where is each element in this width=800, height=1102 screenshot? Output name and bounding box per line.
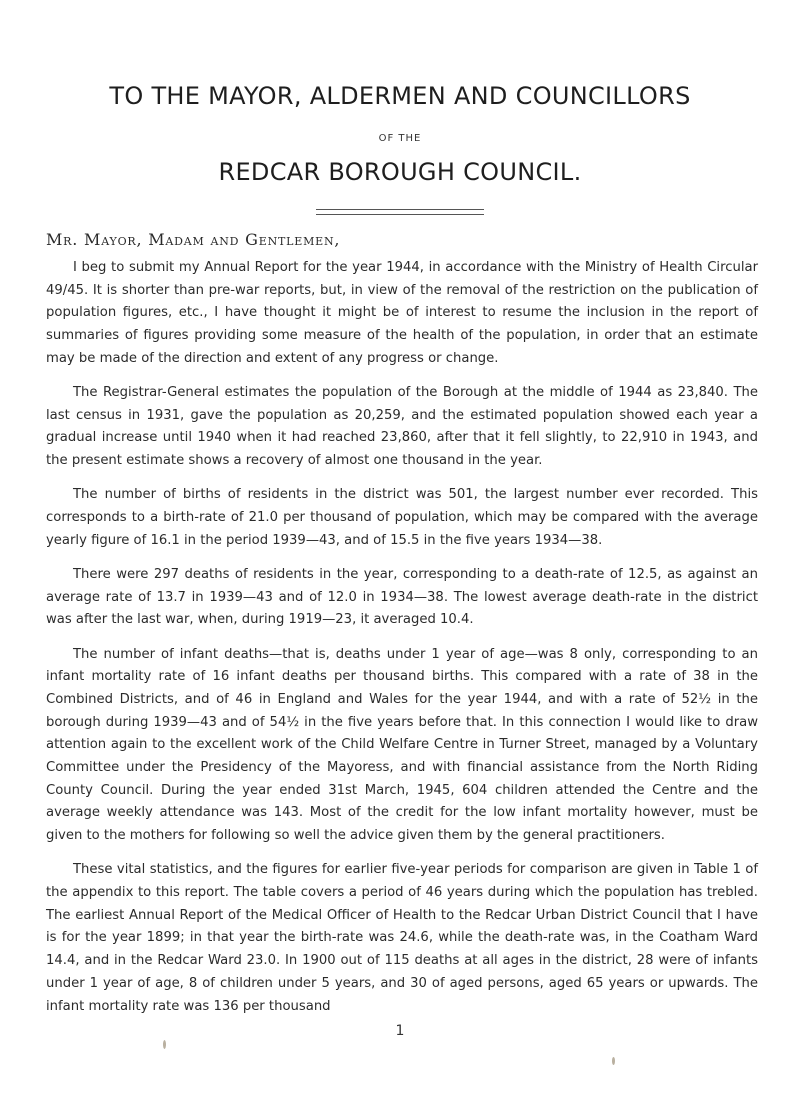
paragraph-4: There were 297 deaths of residents in the year, corresponding to a death-rate of 12.5, as against an average rate of 13.7 in 1939—43 and of 12.0 in 1934—38. The lowest average death-rate in the district was after the last war, when, during 1919—23, it averaged 10.4. (46, 566, 758, 628)
paragraph-2: The Registrar-General estimates the population of the Borough at the middle of 1944 as 23,840. The last census in 1931, gave the population as 20,259, and the estimated population showed each year a gradual increase until 1940 when it had reached 23,860, after that it fell slightly, to 22,910 in 1943, and the present estimate shows a recovery of almost one thousand in the year. (46, 385, 758, 469)
title-line-1: TO THE MAYOR, ALDERMEN AND COUNCILLORS (109, 82, 691, 110)
paragraph-6: These vital statistics, and the figures for earlier five-year periods for comparison are given in Table 1 of the appendix to this report. The table covers a period of 46 years during which the population has trebled. The earliest Annual Report of the Medical Officer of Health to the Redcar Urban District Council that I have is for the year 1899; in that year the birth-rate was 24.6, while the death-rate was, in the Coatham Ward 14.4, and in the Redcar Ward 23.0. In 1900 out of 115 deaths at all ages in the district, 28 were of infants under 1 year of age, 8 of children under 5 years, and 30 of aged persons, aged 65 years or upwards. The infant mortality rate was 136 per thousand (46, 862, 758, 1014)
title-line-3: REDCAR BOROUGH COUNCIL. (218, 158, 582, 186)
report-body (46, 257, 758, 1030)
title-divider (316, 209, 484, 215)
paragraph-3: The number of births of residents in the district was 501, the largest number ever recorded. This corresponds to a birth-rate of 21.0 per thousand of population, which may be compared with the average yearly figure of 16.1 in the period 1939—43, and of 15.5 in the five years 1934—38. (46, 487, 758, 548)
salutation: Mr. Mayor, Madam and Gentlemen, (46, 230, 341, 249)
title-line-2: OF THE (378, 133, 422, 144)
paper-speck (163, 1040, 166, 1049)
paper-speck (612, 1057, 615, 1065)
paragraph-5: The number of infant deaths—that is, deaths under 1 year of age—was 8 only, corresponding to an infant mortality rate of 16 infant deaths per thousand births. This compared with a rate of 38 in the Combined Districts, and of 46 in England and Wales for the year 1944, and with a rate of 52½ in the borough during 1939—43 and of 54½ in the five years before that. In this connection I would like to draw attention again to the excellent work of the Child Welfare Centre in Turner Street, managed by a Voluntary Committee under the Presidency of the Mayoress, and with financial assistance from the North Riding County Council. During the year ended 31st March, 1945, 604 children attended the Centre and the average weekly attendance was 143. Most of the credit for the low infant mortality however, must be given to the mothers for following so well the advice given them by the general practitioners. (46, 646, 758, 844)
page-number: 1 (395, 1023, 405, 1039)
paragraph-1: I beg to submit my Annual Report for the year 1944, in accordance with the Ministry of Health Circular 49/45. It is shorter than pre-war reports, but, in view of the removal of the restriction on the publication of population figures, etc., I have thought it might be of interest to resume the inclusion in the report of summaries of figures providing some measure of the health of the population, in order that an estimate may be made of the direction and extent of any progress or change. (46, 260, 758, 366)
